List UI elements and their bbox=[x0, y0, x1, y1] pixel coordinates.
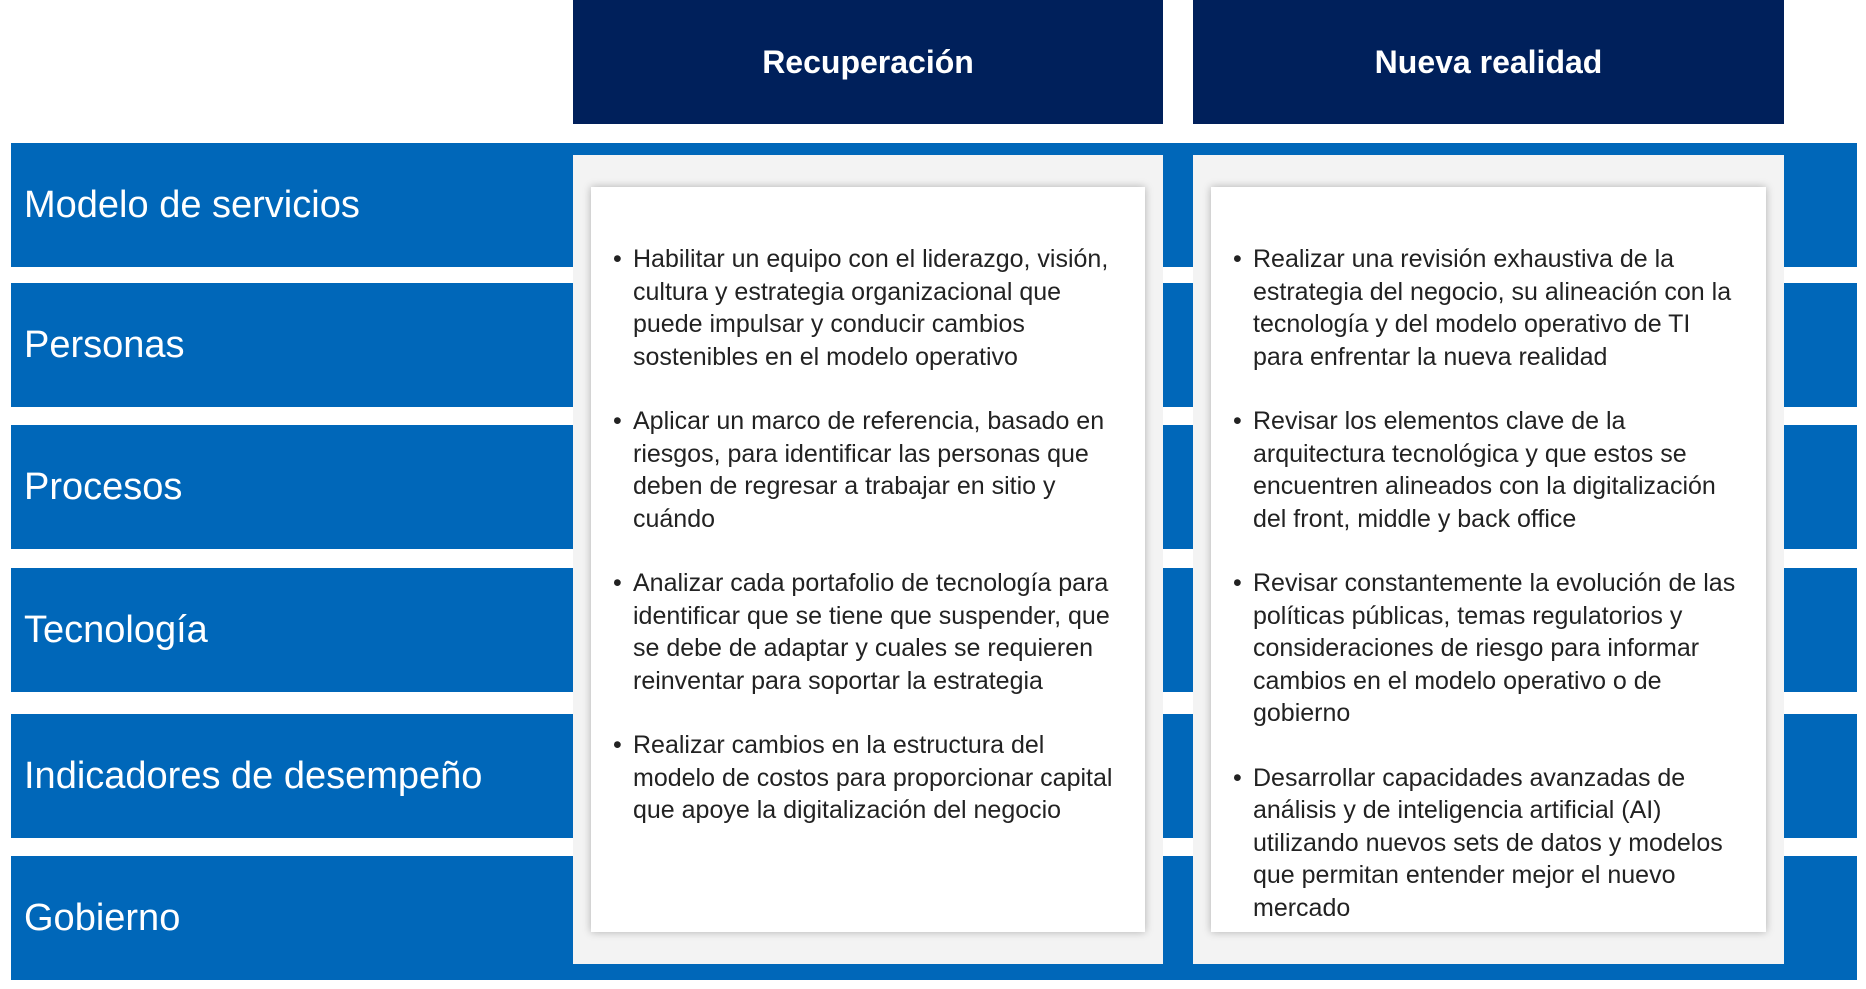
bullet-item: • Desarrollar capacidades avanzadas de análisis y de inteligencia artificial (AI) utilizando nuevos sets de datos y modelos que permitan entender mejor el nuevo mercado bbox=[1233, 762, 1744, 925]
row-label: Tecnología bbox=[24, 608, 208, 651]
row-label: Gobierno bbox=[24, 896, 181, 939]
column-frame-nueva-realidad bbox=[1193, 155, 1784, 964]
row-label: Indicadores de desempeño bbox=[24, 754, 483, 797]
row-label: Modelo de servicios bbox=[24, 183, 360, 226]
bullet-item: • Habilitar un equipo con el liderazgo, visión, cultura y estrategia organizacional que puede impulsar y conducir cambios sostenibles en el modelo operativo bbox=[613, 243, 1123, 373]
column-header-nueva-realidad bbox=[1193, 0, 1784, 124]
bullet-list bbox=[613, 243, 1123, 827]
content-card-nueva-realidad bbox=[1211, 187, 1766, 932]
column-header-title: Nueva realidad bbox=[1374, 43, 1603, 80]
bullet-list bbox=[1233, 243, 1744, 924]
bullet-item: • Realizar cambios en la estructura del modelo de costos para proporcionar capital que apoye la digitalización del negocio bbox=[613, 729, 1123, 827]
bullet-item: • Realizar una revisión exhaustiva de la estrategia del negocio, su alineación con la tecnología y del modelo operativo de TI para enfrentar la nueva realidad bbox=[1233, 243, 1744, 373]
bullet-item: • Revisar constantemente la evolución de las políticas públicas, temas regulatorios y consideraciones de riesgo para informar cambios en el modelo operativo o de gobierno bbox=[1233, 567, 1744, 730]
column-header-recuperacion bbox=[573, 0, 1163, 124]
row-label: Procesos bbox=[24, 465, 183, 508]
row-label: Personas bbox=[24, 323, 185, 366]
bullet-item: • Revisar los elementos clave de la arquitectura tecnológica y que estos se encuentren alineados con la digitalización del front, middle y back office bbox=[1233, 405, 1744, 535]
column-header-title: Recuperación bbox=[762, 43, 974, 80]
bullet-item: • Aplicar un marco de referencia, basado en riesgos, para identificar las personas que deben de regresar a trabajar en sitio y cuándo bbox=[613, 405, 1123, 535]
column-frame-recuperacion bbox=[573, 155, 1163, 964]
bullet-item: • Analizar cada portafolio de tecnología para identificar que se tiene que suspender, que se debe de adaptar y cuales se requieren reinventar para soportar la estrategia bbox=[613, 567, 1123, 697]
content-card-recuperacion bbox=[591, 187, 1145, 932]
